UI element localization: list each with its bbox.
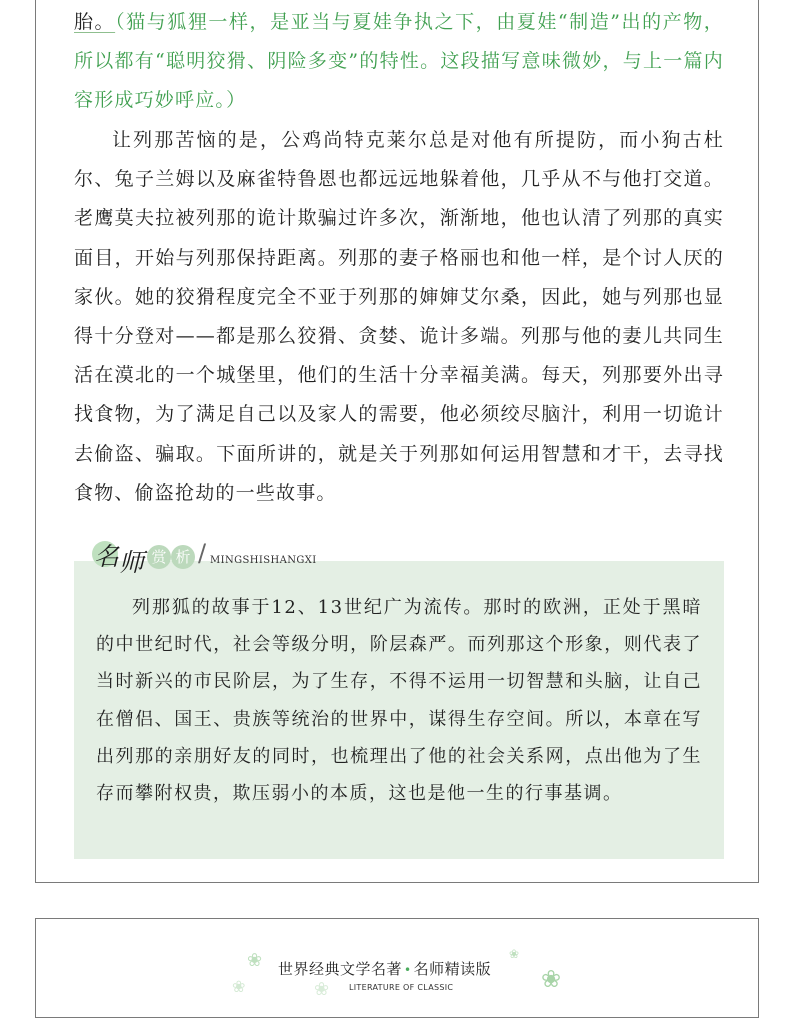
series-title [278, 958, 578, 979]
series-subtitle: LITERATURE OF CLASSIC [349, 983, 454, 992]
heading-slash: / [198, 539, 207, 567]
heading-char-2: 师 [119, 548, 145, 577]
main-paragraph: 让列那苦恼的是，公鸡尚特克莱尔总是对他有所提防，而小狗古杜尔、兔子兰姆以及麻雀特鲁恩也都远远地躲着他，几乎从不与他打交道。老鹰莫夫拉被列那的诡计欺骗过许多次，渐渐地，他也认清了列那的真实面目，开始与列那保持距离。列那的妻子格丽也和他一样，是个讨人厌的家伙。她的狡猾程度完全不亚于列那的婶婶艾尔桑，因此，她与列那也显得十分登对——都是那么狡猾、贪婪、诡计多端。列那与他的妻儿共同生活在漠北的一个城堡里，他们的生活十分幸福美满。每天，列那要外出寻找食物，为了满足自己以及家人的需要，他必须绞尽脑汁，利用一切诡计去偷盗、骗取。下面所讲的，就是关于列那如何运用智慧和才干，去寻找食物、偷盗抢劫的一些故事。 [74, 129, 724, 504]
flower-icon: ❀ [314, 979, 330, 1000]
flower-icon: ❀ [509, 947, 520, 961]
flower-icon: ❀ [232, 977, 246, 996]
flower-icon: ❀ [541, 965, 562, 993]
series-title-right: 名师精读版 [413, 960, 492, 978]
editor-note: （猫与狐狸一样，是亚当与夏娃争执之下，由夏娃“制造”出的产物，所以都有“聪明狡猾、阴险多变”的特性。这段描写意味微妙，与上一篇内容形成巧妙呼应。） [74, 11, 724, 112]
paragraph-lead: 胎。 [74, 11, 116, 33]
heading-circle-char-2: 析 [171, 545, 195, 569]
series-title-left: 世界经典文学名著 [278, 960, 403, 978]
series-dot: • [404, 963, 412, 977]
heading-circle-char-1: 赏 [147, 545, 171, 569]
annotation-paragraph [74, 3, 724, 121]
flower-icon: ❀ [247, 950, 263, 971]
heading-char-1: 名 [94, 542, 120, 571]
heading-pinyin: MINGSHISHANGXI [210, 555, 317, 566]
analysis-heading [88, 533, 448, 577]
analysis-text: 列那狐的故事于12、13世纪广为流传。那时的欧洲，正处于黑暗的中世纪时代，社会等级分明，阶层森严。而列那这个形象，则代表了当时新兴的市民阶层，为了生存，不得不运用一切智慧和头脑，让自己在僧侣、国王、贵族等统治的世界中，谋得生存空间。所以，本章在写出列那的亲朋好友的同时，也梳理出了他的社会关系网，点出他为了生存而攀附权贵，欺压弱小的本质，这也是他一生的行事基调。 [96, 597, 702, 805]
